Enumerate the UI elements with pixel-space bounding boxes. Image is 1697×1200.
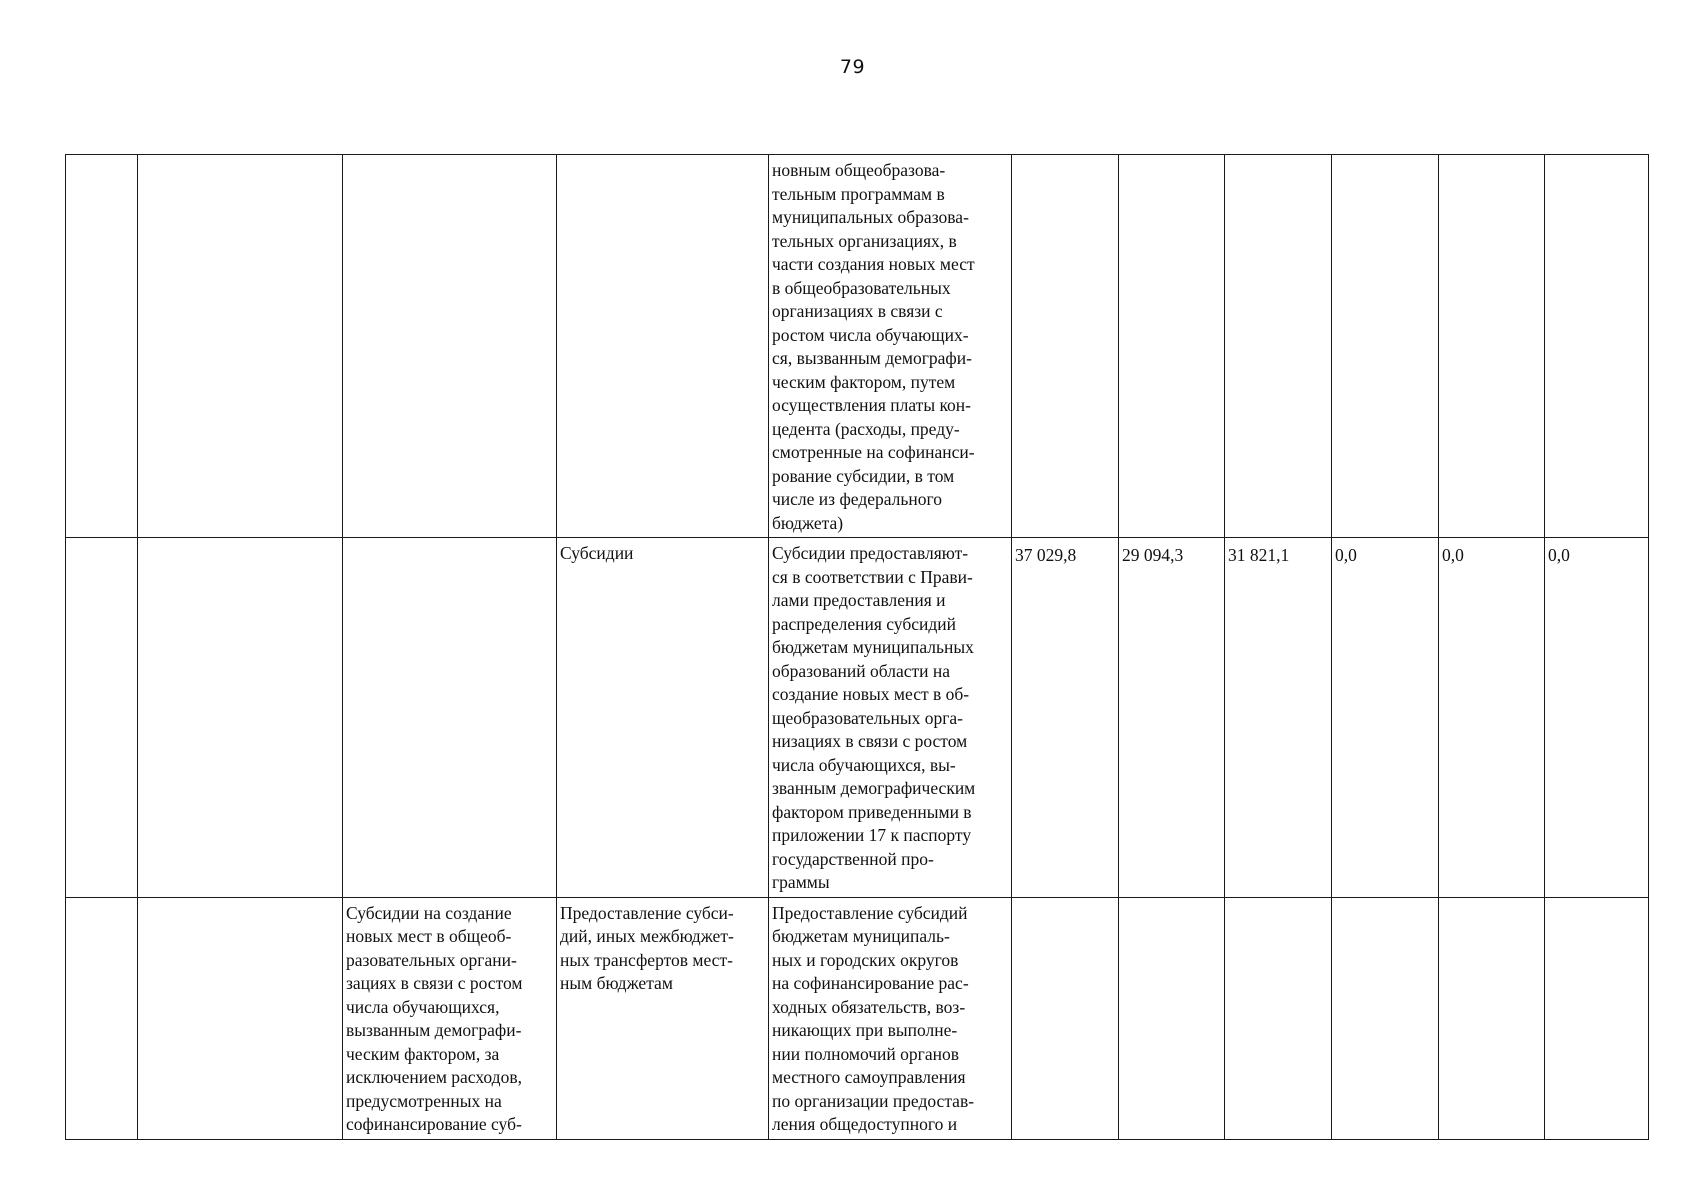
program-code-cell	[138, 538, 343, 898]
value-cell	[1332, 155, 1439, 538]
table-row	[66, 155, 1649, 538]
value-cell	[1119, 897, 1225, 1139]
mechanism-cell: Предоставление субси- дий, иных межбюджет- ных трансфертов мест- ным бюджетам	[557, 897, 769, 1139]
value-cell: 0,0	[1439, 538, 1545, 898]
value-cell	[1439, 897, 1545, 1139]
value-cell: 31 821,1	[1225, 538, 1332, 898]
program-code-cell	[138, 897, 343, 1139]
page-number: 79	[839, 56, 866, 78]
row-number-cell	[66, 155, 138, 538]
row-number-cell	[66, 538, 138, 898]
measure-name-cell	[343, 538, 557, 898]
table-row	[66, 538, 1649, 898]
value-cell	[1012, 897, 1119, 1139]
description-cell: Субсидии предоставляют- ся в соответствии с Прави- лами предоставления и распределения субсидий бюджетам муниципальных образований области на создание новых мест в об- щеобразовательных орга- низациях в связи с ростом числа обучающихся, вы- званным демографическим фактором приведенными в приложении 17 к паспорту государственной про- граммы	[769, 538, 1012, 898]
value-cell	[1545, 897, 1649, 1139]
budget-table-container	[65, 154, 1649, 1140]
program-code-cell	[138, 155, 343, 538]
value-cell	[1332, 897, 1439, 1139]
row-number-cell	[66, 897, 138, 1139]
description-cell: Предоставление субсидий бюджетам муниципаль- ных и городских округов на софинансирование рас- ходных обязательств, воз- никающих при выполне- нии полномочий органов местного самоуправления по организации предостав- ления общедоступного и	[769, 897, 1012, 1139]
value-cell	[1439, 155, 1545, 538]
value-cell	[1545, 155, 1649, 538]
table-row	[66, 897, 1649, 1139]
value-cell: 37 029,8	[1012, 538, 1119, 898]
description-cell: новным общеобразова- тельным программам в муниципальных образова- тельных организациях, в части создания новых мест в общеобразовательных организациях в связи с ростом числа обучающих- ся, вызванным демографи- ческим фактором, путем осуществления платы кон- цедента (расходы, преду- смотренные на софинанси- рование субсидии, в том числе из федерального бюджета)	[769, 155, 1012, 538]
value-cell: 0,0	[1545, 538, 1649, 898]
mechanism-cell	[557, 155, 769, 538]
mechanism-cell: Субсидии	[557, 538, 769, 898]
value-cell	[1119, 155, 1225, 538]
value-cell: 0,0	[1332, 538, 1439, 898]
value-cell: 29 094,3	[1119, 538, 1225, 898]
value-cell	[1225, 897, 1332, 1139]
value-cell	[1012, 155, 1119, 538]
value-cell	[1225, 155, 1332, 538]
measure-name-cell: Субсидии на создание новых мест в общеоб- разовательных органи- зациях в связи с ростом числа обучающихся, вызванным демографи- ческим фактором, за исключением расходов, предусмотренных на софинансирование суб-	[343, 897, 557, 1139]
measure-name-cell	[343, 155, 557, 538]
budget-table	[65, 154, 1649, 1140]
